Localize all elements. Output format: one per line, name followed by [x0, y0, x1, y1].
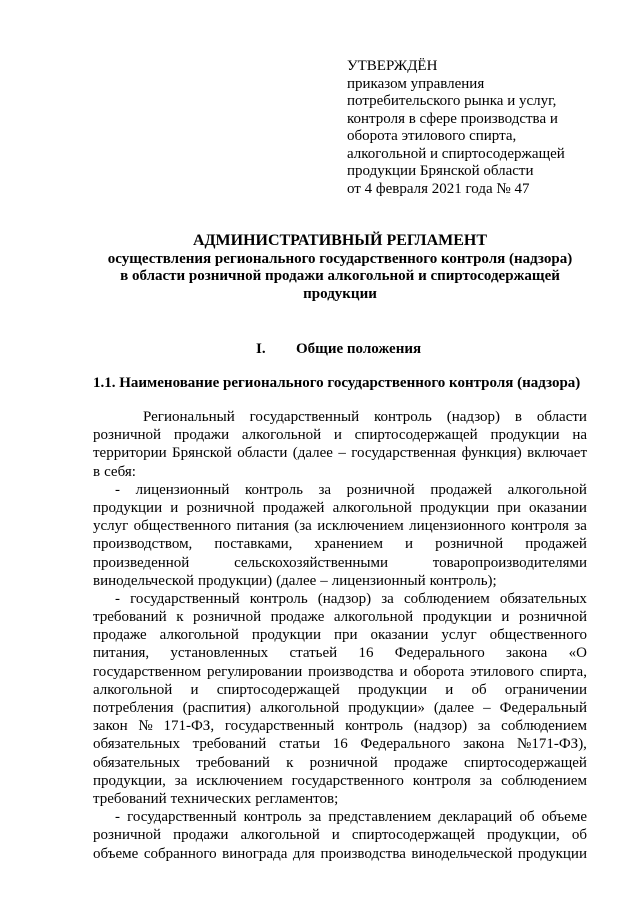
body-word: потребления [93, 700, 174, 716]
body-line [93, 717, 587, 735]
document-title [80, 232, 600, 303]
body-line [93, 699, 587, 717]
body-word: (распития) [182, 700, 251, 716]
body-word: продукции [251, 627, 321, 644]
body-word: спиртосодержащей [354, 427, 478, 444]
body-word: объеме [93, 845, 139, 862]
body-word: – [483, 700, 491, 716]
body-word: розничной [93, 427, 162, 444]
body-word: оказании [370, 627, 429, 644]
body-word: (надзор) [446, 409, 501, 425]
body-word: общественного [489, 627, 587, 644]
body-word: алкогольной [241, 427, 322, 444]
body-word: объеме [541, 809, 587, 826]
body-word: продажей [262, 499, 325, 516]
body-word: при [497, 499, 521, 516]
body-word: алкогольной [240, 827, 320, 844]
body-word: 16 [358, 645, 374, 662]
body-line [93, 826, 587, 844]
approval-line: приказом управления [347, 75, 485, 92]
body-word: розничной [193, 609, 262, 626]
body-line [93, 517, 587, 535]
body-word: хранением [314, 536, 383, 553]
body-word: продукции [517, 845, 587, 862]
body-word: продукции [490, 427, 560, 444]
body-word: государственный [127, 809, 237, 826]
body-word: статьей [289, 645, 338, 662]
body-word: обязательных [93, 754, 180, 771]
body-word: представлением [328, 809, 432, 826]
body-word: исключением [196, 772, 283, 789]
body-word: государственном [93, 663, 202, 680]
body-line [93, 535, 587, 553]
body-word: контроль [245, 481, 303, 498]
body-word: области [536, 409, 587, 425]
body-word: статьи [278, 736, 321, 753]
body-word: функция) [461, 445, 522, 462]
body-word: закона [463, 736, 505, 753]
body-line [93, 590, 587, 608]
body-word: государственного [291, 772, 404, 789]
body-word: продукции» [348, 700, 425, 716]
body-line [93, 463, 587, 481]
body-word: к [176, 609, 184, 626]
body-word: контроль); [429, 572, 497, 589]
body-word: «О [568, 645, 587, 662]
body-word: винодельческой [93, 572, 194, 589]
body-word: алкогольной [159, 627, 239, 644]
body-word: контроль [373, 409, 432, 425]
body-line [93, 481, 587, 499]
body-word: продукции [93, 499, 163, 516]
body-word: услуг [441, 627, 477, 644]
body-word: соблюдением [403, 590, 490, 607]
body-word: соблюдением [501, 772, 587, 789]
body-word: Федерального [394, 645, 485, 662]
section-title: Общие положения [296, 341, 422, 357]
body-word: собранного [143, 845, 217, 862]
body-word: регулировании [206, 663, 303, 680]
body-line [93, 735, 587, 753]
body-word: за [174, 772, 188, 789]
body-word: общественного [133, 518, 232, 535]
body-word: закон [93, 718, 128, 735]
body-word: питания, [93, 645, 150, 662]
body-word: контроля [412, 772, 471, 789]
approval-stamp [347, 58, 607, 198]
body-word: продукции [357, 681, 428, 698]
body-word: установленных [170, 645, 269, 662]
body-line [93, 444, 587, 462]
subsection-heading: 1.1. Наименование регионального государственного контроля (надзора) [93, 375, 581, 391]
body-word: обязательных [93, 736, 180, 753]
body-word: продукции [420, 499, 490, 516]
body-word: спиртосодержащей [351, 827, 475, 844]
body-word: технических [170, 790, 252, 807]
body-word: продаже [393, 754, 448, 771]
body-word: 171-ФЗ, [163, 718, 215, 735]
body-word: продукции [422, 609, 492, 626]
body-line [93, 626, 587, 644]
body-word: винодельческой [411, 845, 513, 862]
body-word: Региональный [143, 409, 235, 425]
body-word: производством, [93, 536, 193, 553]
body-word: - [115, 590, 120, 607]
body-line [93, 663, 587, 681]
body-word: продаже [93, 627, 147, 644]
body-word: за [381, 590, 394, 607]
approval-line: контроля в сфере производства и [347, 110, 558, 127]
body-word: и [331, 827, 340, 844]
body-word: – [320, 572, 328, 589]
body-line [93, 644, 587, 662]
body-word: спиртосодержащей [463, 754, 587, 771]
body-word: требований [192, 736, 267, 753]
body-word: № [138, 718, 153, 735]
body-word: государственный [224, 718, 335, 735]
body-word: поставками, [214, 536, 293, 553]
body-word: при [333, 627, 358, 644]
body-word: продукции, [486, 827, 560, 844]
body-word: для [292, 845, 315, 862]
body-word: закона [506, 645, 548, 662]
body-word: товаропроизводителями [432, 554, 587, 571]
body-word: оборота [413, 663, 465, 680]
body-word: – [338, 445, 346, 462]
body-word: требований [93, 790, 167, 807]
body-word: территории [93, 445, 167, 462]
body-word: к [286, 754, 294, 771]
body-word: розничной [309, 754, 378, 771]
body-word: контроль [243, 809, 302, 826]
body-word: лицензионный [331, 572, 426, 589]
body-word: деклараций [438, 809, 513, 826]
body-word: Брянской [172, 445, 232, 462]
body-word: розничной [518, 609, 587, 626]
body-word: себя: [104, 463, 136, 480]
body-word: и [190, 681, 199, 698]
body-word: сельскохозяйственными [234, 554, 389, 571]
title-line: в области розничной продажи алкогольной и спиртосодержащей [120, 268, 560, 284]
body-text [93, 408, 587, 863]
approval-line: оборота этилового спирта, [347, 128, 517, 144]
body-word: контроля [510, 518, 569, 535]
body-word: алкогольной [93, 681, 173, 698]
approval-line: УТВЕРЖДЁН [347, 58, 438, 74]
body-word: лицензионный [135, 481, 230, 498]
body-line [93, 554, 587, 572]
body-word: (далее [433, 700, 475, 716]
body-word: (надзор) [317, 590, 372, 607]
body-word: произведенной [93, 554, 190, 571]
section-number: I. [256, 341, 266, 357]
body-word: производства [320, 845, 406, 862]
body-word: алкогольной [259, 700, 340, 716]
body-word: за [477, 718, 491, 735]
body-line [93, 572, 587, 590]
body-word: государственный [249, 409, 360, 425]
body-word: требований [93, 609, 167, 626]
body-word: 16 [332, 736, 348, 753]
body-word: соблюдением [501, 718, 587, 735]
title-main: АДМИНИСТРАТИВНЫЙ РЕГЛАМЕНТ [192, 232, 488, 249]
body-word: оказании [529, 499, 587, 516]
approval-line: продукции Брянской области [347, 163, 534, 179]
body-word: (далее [276, 572, 317, 589]
body-word: в [93, 463, 101, 480]
body-word: и [445, 681, 454, 698]
body-word: и [170, 499, 179, 516]
body-word: алкогольной [332, 499, 412, 516]
body-word: розничной [93, 827, 162, 844]
body-word: и [501, 609, 510, 626]
body-line [93, 608, 587, 626]
body-line [93, 426, 587, 444]
body-word: об [519, 809, 535, 826]
body-word: продажей [525, 536, 587, 553]
body-line [93, 808, 587, 826]
body-word: алкогольной [333, 609, 414, 626]
title-line: осуществления регионального государственного контроля (надзора) [107, 250, 573, 267]
body-word: лицензионного [409, 518, 506, 535]
body-word: и [399, 663, 408, 680]
body-line [93, 754, 587, 772]
body-word: Федерального [360, 736, 451, 753]
body-word: и [405, 536, 414, 553]
body-word: и [333, 427, 342, 444]
body-word: розничной [435, 536, 504, 553]
body-word: спирта, [539, 663, 587, 680]
body-line [93, 790, 587, 808]
body-word: на [572, 427, 587, 444]
title-line: продукции [303, 285, 377, 302]
body-word: розничной [346, 481, 415, 498]
body-word: продажи [173, 427, 230, 444]
body-word: услуг [93, 518, 129, 535]
body-word: требований [196, 754, 270, 771]
body-word: - [115, 809, 120, 826]
body-word: об [471, 681, 487, 698]
body-line [93, 408, 587, 426]
body-word: - [115, 481, 120, 498]
body-word: за [318, 481, 332, 498]
body-word: (надзор) [413, 718, 468, 735]
body-word: (далее [292, 445, 333, 462]
approval-line: потребительского рынка и услуг, [347, 93, 557, 109]
body-word: в [514, 409, 522, 425]
body-word: продажей [430, 481, 493, 498]
body-word: №171-ФЗ), [517, 736, 587, 753]
body-word: (за [294, 518, 312, 535]
body-word: продукции, [93, 772, 166, 789]
body-word: за [308, 809, 322, 826]
body-word: об [571, 827, 587, 844]
body-word: обязательных [499, 590, 587, 607]
body-word: производства [308, 663, 394, 680]
body-line [93, 681, 587, 699]
body-word: исключением [317, 518, 404, 535]
body-line [93, 499, 587, 517]
approval-line: от 4 февраля 2021 года № 47 [347, 180, 530, 197]
body-word: ограничении [504, 681, 587, 698]
body-word: за [479, 772, 493, 789]
body-word: государственный [130, 590, 240, 607]
body-word: за [574, 518, 587, 535]
body-word: Федеральный [499, 700, 587, 716]
body-word: включает [527, 445, 587, 462]
body-word: контроль [249, 590, 308, 607]
body-word: продаже [270, 609, 325, 626]
body-word: области [237, 445, 288, 462]
body-word: государственная [351, 445, 457, 462]
body-line [93, 772, 587, 790]
body-word: продукции) [197, 572, 273, 589]
body-word: винограда [222, 845, 288, 862]
body-line [93, 845, 587, 863]
body-word: этилового [470, 663, 534, 680]
body-word: спиртосодержащей [216, 681, 340, 698]
body-word: регламентов; [255, 790, 339, 807]
body-word: продажи [173, 827, 229, 844]
body-word: розничной [186, 499, 255, 516]
body-word: алкогольной [507, 481, 587, 498]
approval-line: алкогольной и спиртосодержащей [347, 145, 565, 162]
body-word: питания [236, 518, 289, 535]
body-word: контроль [345, 718, 403, 735]
